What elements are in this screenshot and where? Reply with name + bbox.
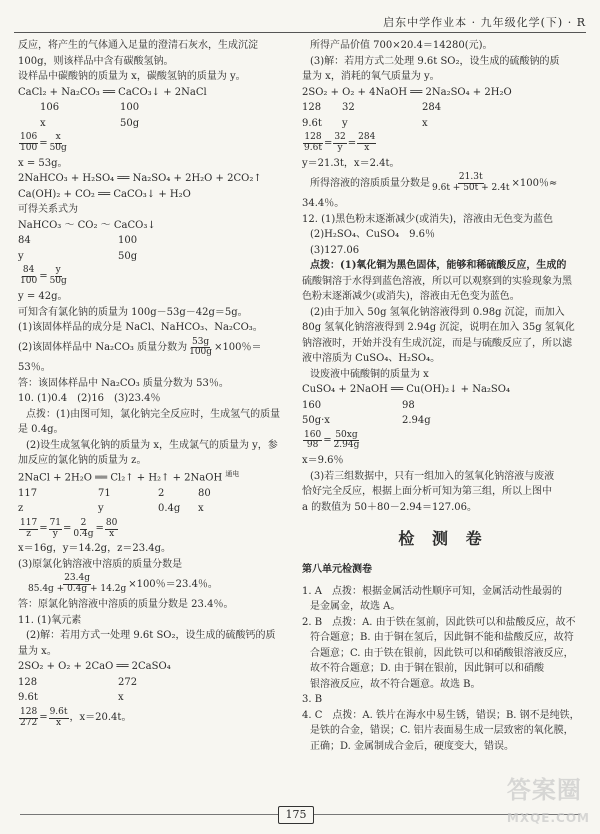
ratio-value: 272 bbox=[118, 676, 138, 688]
text-line: 可得关系式为 bbox=[18, 204, 78, 216]
ratio-value: 284 bbox=[422, 102, 442, 113]
text-line: 是铁的合金，错误；C. 铝片表面易生成一层致密的氧化膜， bbox=[310, 725, 574, 737]
denominator: 100g bbox=[189, 347, 213, 358]
ratio-value: x bbox=[422, 117, 428, 129]
numerator: x bbox=[55, 132, 61, 142]
numerator: 128 bbox=[304, 132, 322, 142]
text-line: 银溶液反应，故不符合题意。故选 B。 bbox=[310, 678, 481, 690]
ratio-row bbox=[302, 116, 584, 132]
denominator: 9.6t bbox=[304, 142, 322, 153]
denominator: 100 bbox=[20, 142, 38, 153]
fraction-equation bbox=[18, 338, 280, 359]
text-line: ×100％＝ bbox=[214, 342, 262, 354]
ratio-value: 98 bbox=[402, 399, 415, 411]
equation bbox=[18, 469, 280, 486]
text-line: (2)该固体样品中 Na₂CO₃ 质量分数为 bbox=[18, 342, 188, 354]
fraction-equation: $\frac{128}{272}$ = $\frac{9.6t}{x}$ ，x＝20.4t。 bbox=[20, 706, 132, 728]
ratio-value: y bbox=[342, 117, 348, 129]
denominator: 0.4g bbox=[73, 528, 94, 539]
ratio-value: 117 bbox=[18, 487, 38, 499]
equation: 2NaHCO₃ + H₂SO₄ ══ Na₂SO₄ + 2H₂O + 2CO₂↑ bbox=[18, 173, 262, 185]
text-line: x＝16g，y＝14.2g，z＝23.4g。 bbox=[18, 543, 172, 555]
ratio-value: x bbox=[40, 117, 46, 129]
ratio-value: x bbox=[118, 692, 124, 704]
numerator: 80 bbox=[105, 517, 118, 528]
numerator: 2 bbox=[80, 517, 87, 528]
text-line: 所得产品价值 700×20.4＝14280(元)。 bbox=[310, 40, 493, 51]
ratio-value: 100 bbox=[118, 235, 138, 247]
ratio-row bbox=[302, 100, 584, 116]
numerator: 106 bbox=[20, 132, 38, 142]
ratio-value: 100 bbox=[120, 102, 140, 113]
denominator: 50g bbox=[49, 142, 67, 153]
text-line: 是 0.4g。 bbox=[18, 424, 64, 436]
ratio-value: 80 bbox=[198, 487, 211, 499]
text-line: 53％。 bbox=[18, 362, 51, 374]
ratio-value: 2 bbox=[158, 487, 165, 499]
fraction-equation bbox=[18, 266, 280, 287]
question-answer: 1. A 点拨：根据金属活动性顺序可知，金属活动性最弱的 bbox=[302, 585, 562, 597]
numerator: 160 bbox=[304, 429, 322, 440]
text-line: 液中溶质为 CuSO₄、H₂SO₄。 bbox=[302, 353, 441, 365]
section-title: 检 测 卷 bbox=[398, 529, 488, 549]
numerator: 21.3t bbox=[458, 172, 483, 183]
page-number: 175 bbox=[278, 806, 314, 824]
ratio-value: 32 bbox=[342, 102, 355, 113]
text-line: 钠溶液时，开始并没有生成沉淀，而是与硫酸反应了，所以滤 bbox=[302, 337, 572, 349]
equation: CaCl₂ + Na₂CO₃ ══ CaCO₃↓ + 2NaCl bbox=[18, 86, 207, 98]
ratio-row bbox=[302, 398, 584, 414]
ratio-value: y bbox=[18, 250, 24, 262]
text-line: 所得溶液的溶质质量分数是 bbox=[310, 177, 430, 189]
ratio-value: 2.94g bbox=[402, 415, 431, 427]
numerator: 50xg bbox=[335, 429, 358, 440]
ratio-value: 50g·x bbox=[302, 415, 330, 427]
text-line: 点拨：(1)由图可知，氯化钠完全反应时，生成氢气的质量 bbox=[26, 408, 280, 420]
ratio-row bbox=[18, 690, 280, 706]
denominator: 272 bbox=[20, 717, 38, 728]
ratio-row bbox=[18, 233, 280, 249]
text-line: a 的数值为 50＋80－2.94＝127.06。 bbox=[302, 501, 478, 513]
text-line: 量为 x。 bbox=[18, 645, 57, 657]
numerator: 32 bbox=[334, 132, 346, 142]
numerator: 23.4g bbox=[64, 573, 90, 584]
numerator: 9.6t bbox=[49, 706, 68, 717]
denominator: 85.4g + 0.4g + 14.2g bbox=[28, 584, 127, 595]
text-line: y＝21.3t，x＝2.4t。 bbox=[302, 157, 400, 169]
denominator: x bbox=[364, 142, 370, 153]
denominator: 2.94g bbox=[333, 440, 360, 451]
ratio-value: 160 bbox=[302, 399, 322, 411]
text-line: 符合题意；B. 由于铜在氢后，因此铜不能和盐酸反应，故符 bbox=[310, 632, 574, 644]
question-answer: 10. (1)0.4 (2)16 (3)23.4％ bbox=[18, 393, 161, 405]
text-line: 点拨：(1)氧化铜为黑色固体，能够和稀硫酸反应，生成的 bbox=[310, 260, 567, 272]
text-line: (3)若三组数据中，只有一组加入的氢氧化钠溶液与废液 bbox=[310, 470, 555, 482]
text-line: (3)127.06 bbox=[310, 244, 360, 256]
ratio-value: 50g bbox=[120, 117, 140, 129]
equation: 2SO₂ + O₂ + 2CaO ══ 2CaSO₄ bbox=[18, 661, 171, 673]
text-line: 合题意；C. 由于铁在银前，因此铁可以和硝酸银溶液反应， bbox=[310, 647, 574, 659]
numerator: 117 bbox=[20, 517, 38, 528]
ratio-row bbox=[18, 501, 280, 517]
text-line: 故不符合题意；D. 由于铜在银前，因此铜可以和硝酸 bbox=[310, 663, 545, 675]
text-line: 量为 x，消耗的氧气质量为 y。 bbox=[302, 71, 440, 82]
denominator: x bbox=[109, 528, 115, 539]
denominator: y bbox=[337, 142, 343, 153]
ratio-value: z bbox=[18, 503, 24, 515]
fraction-equation: $\frac{160}{98}$ = $\frac{50xg}{2.94g}$ bbox=[304, 429, 360, 451]
text-line: 反应，将产生的气体通入足量的澄清石灰水，生成沉淀 bbox=[18, 40, 258, 51]
ratio-row bbox=[18, 100, 280, 116]
text-line: x = 53g。 bbox=[18, 157, 68, 169]
ratio-value: 9.6t bbox=[302, 117, 322, 129]
watermark-text: 答案圈 bbox=[506, 776, 582, 805]
ratio-value: 50g bbox=[118, 250, 138, 262]
text-line: 硫酸铜溶于水得到蓝色溶液，所以可以观察到的实验现象为黑 bbox=[302, 275, 572, 287]
denominator: 50g bbox=[49, 276, 67, 287]
numerator: 53g bbox=[191, 336, 210, 347]
fraction-equation bbox=[18, 574, 280, 595]
equals-sign: = bbox=[39, 270, 48, 282]
text-line: 答：该固体样品中 Na₂CO₃ 质量分数为 53％。 bbox=[18, 377, 229, 389]
text-line: 答：原氯化钠溶液中溶质的质量分数是 23.4％。 bbox=[18, 599, 234, 611]
question-answer: 3. B bbox=[302, 694, 323, 706]
text-line: (2)H₂SO₄、CuSO₄ 9.6％ bbox=[310, 229, 436, 241]
numerator: 128 bbox=[20, 706, 38, 717]
text-line: ×100％≈ bbox=[511, 177, 558, 189]
text-line: y = 42g。 bbox=[18, 291, 68, 303]
text-line: (2)由于加入 50g 氢氧化钠溶液得到 0.98g 沉淀，而加入 bbox=[310, 306, 565, 318]
ratio-value: 0.4g bbox=[158, 503, 181, 515]
ratio-value: 106 bbox=[40, 102, 60, 113]
question-answer: 4. C 点拨：A. 铁片在海水中易生锈，错误；B. 钢不是纯铁， bbox=[302, 709, 580, 721]
equation: Ca(OH)₂ + CO₂ ══ CaCO₃↓ + H₂O bbox=[18, 188, 191, 200]
left-column bbox=[18, 38, 280, 808]
ratio-row bbox=[302, 413, 584, 429]
ratio-row bbox=[18, 486, 280, 502]
ratio-value: 84 bbox=[18, 235, 31, 247]
text-line: (2)解：若用方式一处理 9.6t SO₂，设生成的硫酸钙的质 bbox=[26, 630, 276, 642]
text-line: 正确；D. 金属制成合金后，硬度变大，错误。 bbox=[310, 740, 515, 752]
ratio-value: 9.6t bbox=[18, 692, 38, 704]
text-line: 设样品中碳酸钠的质量为 x，碳酸氢钠的质量为 y。 bbox=[18, 71, 246, 82]
text-line: 设废液中硫酸铜的质量为 x bbox=[310, 368, 429, 380]
text-line: 是金属金，故选 A。 bbox=[310, 601, 401, 613]
fraction-equation bbox=[302, 173, 584, 194]
fraction-equation: $\frac{128}{9.6t}$ = $\frac{32}{y}$ = $\frac{284}{x}$ bbox=[304, 132, 376, 153]
reaction-condition: 通电 bbox=[225, 469, 240, 478]
equals-sign: = bbox=[39, 137, 48, 149]
text-line: 100g，则该样品中含有碳酸氢钠。 bbox=[18, 55, 174, 67]
ratio-value: 128 bbox=[302, 102, 322, 113]
page-header bbox=[14, 10, 586, 33]
text-line: (3)原氯化钠溶液中溶质的质量分数是 bbox=[18, 558, 183, 570]
ratio-row bbox=[18, 675, 280, 691]
right-column bbox=[302, 38, 584, 808]
denominator: y bbox=[52, 528, 58, 539]
text-line: x＝9.6％ bbox=[302, 455, 344, 467]
denominator: x bbox=[56, 717, 62, 728]
ratio-row bbox=[18, 249, 280, 265]
numerator: y bbox=[55, 265, 61, 276]
text-line: 恰好完全反应，根据上面分析可知为第三组，所以上图中 bbox=[302, 486, 552, 498]
text-line: 色粉末逐渐减少(或消失)，溶液由无色变为蓝色。 bbox=[302, 291, 520, 303]
denominator: 100 bbox=[20, 276, 38, 287]
equation: 2SO₂ + O₂ + 4NaOH ══ 2Na₂SO₄ + 2H₂O bbox=[302, 86, 512, 98]
ratio-value: x bbox=[198, 503, 204, 515]
numerator: 284 bbox=[358, 132, 376, 142]
book-title: 启东中学作业本 · 九年级化学(下) · R bbox=[383, 16, 586, 29]
question-answer: 11. (1)氧元素 bbox=[18, 614, 82, 626]
text-line: (2)设生成氢氧化钠的质量为 x，生成氯气的质量为 y，参 bbox=[26, 439, 278, 451]
text-line: ×100％＝23.4％。 bbox=[128, 579, 218, 591]
ratio-value: 128 bbox=[18, 676, 38, 688]
question-answer: 2. B 点拨：A. 由于铁在氢前，因此铁可以和盐酸反应，故不 bbox=[302, 616, 576, 628]
text-line: (3)解：若用方式二处理 9.6t SO₂，设生成的硫酸钠的质 bbox=[310, 55, 560, 67]
equation: NaHCO₃ ～ CO₂ ～ CaCO₃↓ bbox=[18, 219, 156, 231]
text-line: 加反应的氯化钠的质量为 z。 bbox=[18, 455, 147, 467]
ratio-value: y bbox=[98, 503, 104, 515]
equation-text: 2NaCl + 2H₂O ══ Cl₂↑ + H₂↑ + 2NaOH bbox=[18, 472, 223, 484]
text-line: 可知含有氯化钠的质量为 100g－53g－42g＝5g。 bbox=[18, 306, 248, 318]
fraction-equation: $\frac{117}{z}$ = $\frac{71}{y}$ = $\frac{2}{0.4g}$ = $\frac{80}{x}$ bbox=[20, 517, 118, 539]
text-line: 34.4％。 bbox=[302, 198, 345, 210]
text-line: 80g 氢氧化钠溶液得到 2.94g 沉淀，说明在加入 35g 氢氧化 bbox=[302, 322, 575, 334]
watermark-url: MXQE.COM bbox=[506, 811, 590, 826]
denominator: 9.6t + 50t + 2.4t bbox=[432, 183, 510, 194]
fraction-equation bbox=[18, 133, 280, 154]
watermark-logo bbox=[507, 772, 590, 828]
numerator: 84 bbox=[22, 265, 35, 276]
ratio-row bbox=[18, 116, 280, 132]
text-line: (1)该固体样品的成分是 NaCl、NaHCO₃、Na₂CO₃。 bbox=[18, 322, 263, 334]
numerator: 71 bbox=[49, 517, 62, 528]
equation: CuSO₄ + 2NaOH ══ Cu(OH)₂↓ + Na₂SO₄ bbox=[302, 384, 510, 396]
question-answer: 12. (1)黑色粉末逐渐减少(或消失)，溶液由无色变为蓝色 bbox=[302, 213, 554, 225]
denominator: z bbox=[26, 528, 31, 539]
section-subtitle: 第八单元检测卷 bbox=[302, 564, 372, 576]
ratio-value: 71 bbox=[98, 487, 111, 499]
text-line: ，x＝20.4t。 bbox=[69, 712, 132, 724]
denominator: 98 bbox=[306, 440, 319, 451]
